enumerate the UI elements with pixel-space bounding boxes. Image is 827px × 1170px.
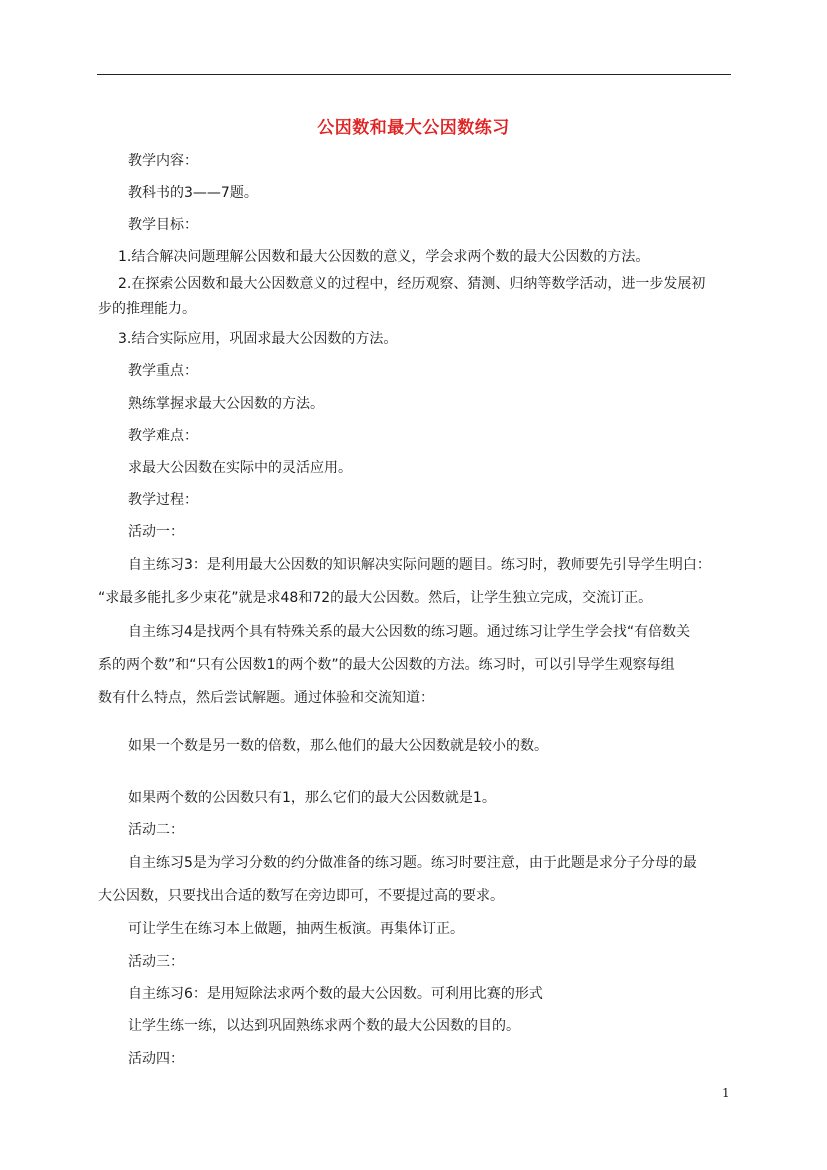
activity-heading-4: 活动四： bbox=[128, 1051, 184, 1067]
goal-item-2: 2.在探索公因数和最大公因数意义的过程中，经历观察、猜测、归纳等数学活动，进一步发展初 bbox=[118, 276, 706, 292]
paragraph: 熟练掌握求最大公因数的方法。 bbox=[128, 396, 324, 412]
paragraph-continued: 大公因数，只要找出合适的数写在旁边即可，不要提过高的要求。 bbox=[98, 888, 504, 904]
paragraph-continued: 数有什么特点，然后尝试解题。通过体验和交流知道： bbox=[98, 690, 434, 706]
page-number: 1 bbox=[722, 1086, 730, 1100]
paragraph: 自主练习3：是利用最大公因数的知识解决实际问题的题目。练习时，教师要先引导学生明白： bbox=[128, 557, 711, 573]
paragraph: 求最大公因数在实际中的灵活应用。 bbox=[128, 460, 352, 476]
paragraph: 让学生练一练，以达到巩固熟练求两个数的最大公因数的目的。 bbox=[128, 1018, 520, 1034]
paragraph: 可让学生在练习本上做题，抽两生板演。再集体订正。 bbox=[128, 921, 464, 937]
document-title: 公因数和最大公因数练习 bbox=[317, 118, 510, 138]
paragraph: 自主练习6：是用短除法求两个数的最大公因数。可利用比赛的形式 bbox=[128, 986, 543, 1002]
section-heading-goals: 教学目标： bbox=[128, 217, 198, 233]
paragraph-continued: “求最多能扎多少束花”就是求48和72的最大公因数。然后，让学生独立完成，交流订正。 bbox=[98, 590, 653, 606]
section-heading-key-points: 教学重点： bbox=[128, 363, 198, 379]
goal-item-1: 1.结合解决问题理解公因数和最大公因数的意义，学会求两个数的最大公因数的方法。 bbox=[118, 249, 650, 265]
goal-item-2-continued: 步的推理能力。 bbox=[98, 301, 196, 317]
activity-heading-2: 活动二： bbox=[128, 822, 184, 838]
paragraph-continued: 系的两个数”和“只有公因数1的两个数”的最大公因数的方法。练习时，可以引导学生观察每组 bbox=[98, 657, 675, 673]
activity-heading-1: 活动一： bbox=[128, 524, 184, 540]
section-heading-process: 教学过程： bbox=[128, 492, 198, 508]
conclusion-1: 如果一个数是另一数的倍数，那么他们的最大公因数就是较小的数。 bbox=[128, 738, 548, 754]
section-heading-difficulties: 教学难点： bbox=[128, 428, 198, 444]
paragraph: 教科书的3——7题。 bbox=[128, 185, 258, 201]
goal-item-3: 3.结合实际应用，巩固求最大公因数的方法。 bbox=[118, 331, 398, 347]
paragraph: 自主练习5是为学习分数的约分做准备的练习题。练习时要注意，由于此题是求分子分母的最 bbox=[128, 855, 697, 871]
activity-heading-3: 活动三： bbox=[128, 954, 184, 970]
section-heading-content: 教学内容： bbox=[128, 153, 198, 169]
paragraph: 自主练习4是找两个具有特殊关系的最大公因数的练习题。通过练习让学生学会找“有倍数关 bbox=[128, 624, 691, 640]
conclusion-2: 如果两个数的公因数只有1，那么它们的最大公因数就是1。 bbox=[128, 790, 496, 806]
header-rule bbox=[97, 74, 731, 75]
